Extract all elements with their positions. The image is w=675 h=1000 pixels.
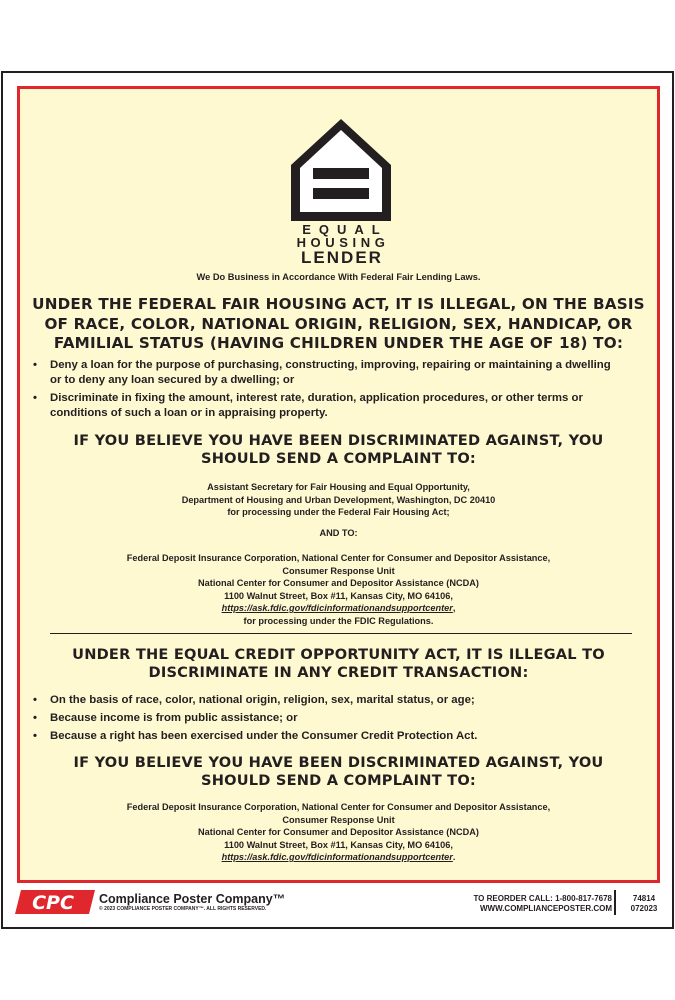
ecoa-bullet-text: Because income is from public assistance; or: [50, 712, 298, 724]
bullet-dot-icon: •: [33, 359, 37, 371]
equal-housing-house-icon: [287, 117, 395, 223]
ecoa-heading-line: DISCRIMINATE IN ANY CREDIT TRANSACTION:: [148, 664, 529, 681]
fha-bullet-text: Deny a loan for the purpose of purchasing, constructing, improving, repairing or maintaining a dwelling: [50, 359, 611, 371]
equal-housing-lender-logo: [287, 117, 395, 269]
fdic-support-link[interactable]: https://ask.fdic.gov/fdicinformationandsupportcenter: [221, 603, 453, 613]
complaint-heading-line: IF YOU BELIEVE YOU HAVE BEEN DISCRIMINATED AGAINST, YOU: [73, 432, 604, 449]
logo-word-housing: HOUSING: [296, 235, 390, 250]
bullet-dot-icon: •: [33, 730, 37, 742]
logo-word-equal: EQUAL: [302, 222, 388, 237]
fdic-link-row: [20, 602, 657, 615]
ecoa-heading: [26, 646, 651, 682]
reorder-info: [473, 894, 612, 914]
reorder-phone: TO REORDER CALL: 1-800-817-7678: [473, 894, 612, 903]
fdic-address-line: Consumer Response Unit: [282, 814, 395, 825]
complaint-heading-line: IF YOU BELIEVE YOU HAVE BEEN DISCRIMINATED AGAINST, YOU: [73, 754, 604, 771]
fha-bullet-item: [30, 391, 650, 421]
brand-name: Compliance Poster Company™: [99, 892, 286, 906]
hud-address-line: Department of Housing and Urban Development, Washington, DC 20410: [181, 494, 496, 505]
fdic-address-line: Federal Deposit Insurance Corporation, National Center for Consumer and Depositor Assistance,: [126, 802, 551, 812]
fha-heading-line: UNDER THE FEDERAL FAIR HOUSING ACT, IT IS ILLEGAL, ON THE BASIS: [32, 295, 645, 313]
fha-heading: [26, 295, 651, 354]
bullet-dot-icon: •: [33, 392, 37, 404]
fha-heading-line: OF RACE, COLOR, NATIONAL ORIGIN, RELIGION, SEX, HANDICAP, OR: [44, 314, 633, 333]
hud-address-line: Assistant Secretary for Fair Housing and Equal Opportunity,: [207, 482, 470, 492]
cpc-logo-icon: [15, 890, 95, 914]
fdic-link-suffix: ,: [452, 603, 456, 613]
fdic-address-line: Consumer Response Unit: [282, 565, 395, 576]
section-divider: [50, 633, 632, 634]
ecoa-bullet-text: Because a right has been exercised under the Consumer Credit Protection Act.: [50, 730, 478, 742]
fha-complaint-heading: [26, 432, 651, 468]
poster-footer: [3, 885, 672, 925]
ecoa-bullet-item: [30, 693, 650, 708]
poster-frame: [1, 71, 674, 929]
ecoa-bullet-item: [30, 729, 650, 744]
fdic-address-line: Federal Deposit Insurance Corporation, National Center for Consumer and Depositor Assistance,: [126, 553, 551, 563]
ecoa-complaint-heading: [26, 754, 651, 790]
fdic-link-row: [20, 851, 657, 864]
fha-bullet-text: Discriminate in fixing the amount, interest rate, duration, application procedures, or other terms or: [50, 392, 583, 404]
fdic-address-line: 1100 Walnut Street, Box #11, Kansas City, MO 64106,: [224, 839, 453, 850]
fha-bullet-list: [30, 358, 650, 421]
ecoa-bullet-text: On the basis of race, color, national origin, religion, sex, marital status, or age;: [50, 694, 475, 706]
fdic-address-line: National Center for Consumer and Depositor Assistance (NCDA): [198, 578, 479, 588]
cpc-logo-text: CPC: [32, 892, 74, 914]
copyright-notice: © 2023 COMPLIANCE POSTER COMPANY™. ALL RIGHTS RESERVED.: [99, 906, 267, 912]
fdic-link-suffix: .: [452, 852, 456, 862]
fdic-address-fha: [20, 552, 657, 627]
footer-separator: [614, 890, 616, 915]
poster-codes: [622, 894, 666, 914]
intro-statement: We Do Business in Accordance With Federal Fair Lending Laws.: [196, 272, 481, 282]
product-code: 74814: [632, 894, 656, 903]
fdic-address-line: 1100 Walnut Street, Box #11, Kansas City, MO 64106,: [224, 590, 453, 601]
fdic-address-line: for processing under the FDIC Regulations.: [243, 615, 434, 626]
bullet-dot-icon: •: [33, 712, 37, 724]
ecoa-bullet-list: [30, 693, 650, 744]
poster-panel: [17, 86, 660, 883]
ecoa-heading-line: UNDER THE EQUAL CREDIT OPPORTUNITY ACT, IT IS ILLEGAL TO: [72, 646, 605, 663]
fdic-address-line: National Center for Consumer and Depositor Assistance (NCDA): [198, 827, 479, 837]
fha-bullet-text: conditions of such a loan or in appraising property.: [50, 407, 328, 419]
complaint-heading-line: SHOULD SEND A COMPLAINT TO:: [201, 450, 476, 467]
fha-bullet-text: or to deny any loan secured by a dwelling; or: [50, 374, 295, 386]
date-code: 072023: [630, 904, 658, 913]
complaint-heading-line: SHOULD SEND A COMPLAINT TO:: [201, 772, 476, 789]
fha-heading-line: FAMILIAL STATUS (HAVING CHILDREN UNDER THE AGE OF 18) TO:: [53, 334, 624, 352]
bullet-dot-icon: •: [33, 694, 37, 706]
logo-word-lender: LENDER: [301, 248, 383, 267]
and-to-label: AND TO:: [319, 528, 358, 538]
hud-address: [20, 481, 657, 519]
website-link[interactable]: WWW.COMPLIANCEPOSTER.COM: [480, 904, 612, 913]
fdic-support-link[interactable]: https://ask.fdic.gov/fdicinformationandsupportcenter: [221, 852, 453, 862]
ecoa-bullet-item: [30, 711, 650, 726]
hud-address-line: for processing under the Federal Fair Housing Act;: [227, 507, 450, 517]
fha-bullet-item: [30, 358, 650, 388]
fdic-address-ecoa: [20, 801, 657, 864]
